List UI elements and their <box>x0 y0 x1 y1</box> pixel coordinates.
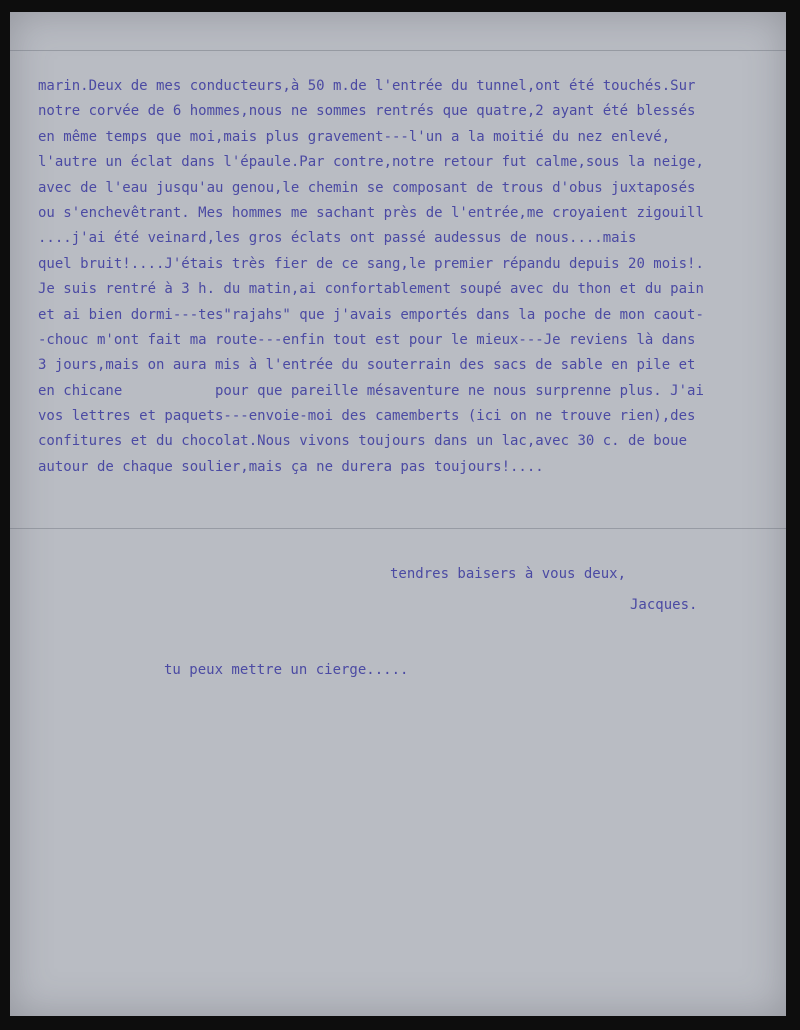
letter-line: autour de chaque soulier,mais ça ne durera pas toujours!.... <box>38 458 544 475</box>
letter-body <box>38 74 786 480</box>
paper-fold <box>10 50 786 51</box>
letter-line: l'autre un éclat dans l'épaule.Par contre,notre retour fut calme,sous la neige, <box>38 154 704 171</box>
letter-line: en chicane pour que pareille mésaventure ne nous surprenne plus. J'ai <box>38 382 704 399</box>
letter-line: en même temps que moi,mais plus gravement---l'un a la moitié du nez enlevé, <box>38 128 671 145</box>
letter-line: Je suis rentré à 3 h. du matin,ai confortablement soupé avec du thon et du pain <box>38 281 704 298</box>
letter-line: avec de l'eau jusqu'au genou,le chemin se composant de trous d'obus juxtaposés <box>38 179 696 196</box>
letter-page <box>10 12 786 1016</box>
letter-line: quel bruit!....J'étais très fier de ce sang,le premier répandu depuis 20 mois!. <box>38 255 704 272</box>
letter-line: 3 jours,mais on aura mis à l'entrée du souterrain des sacs de sable en pile et <box>38 357 696 374</box>
letter-line: marin.Deux de mes conducteurs,à 50 m.de l'entrée du tunnel,ont été touchés.Sur <box>38 78 696 94</box>
paper-fold <box>10 528 786 529</box>
letter-line: -chouc m'ont fait ma route---enfin tout est pour le mieux---Je reviens là dans <box>38 331 696 348</box>
signature: Jacques. <box>630 597 698 613</box>
letter-line: confitures et du chocolat.Nous vivons toujours dans un lac,avec 30 c. de boue <box>38 433 688 450</box>
letter-line: ou s'enchevêtrant. Mes hommes me sachant près de l'entrée,me croyaient zigouill <box>38 204 704 221</box>
letter-line: et ai bien dormi---tes"rajahs" que j'avais emportés dans la poche de mon caout- <box>38 306 704 323</box>
closing-line: tendres baisers à vous deux, <box>390 566 627 582</box>
letter-line: ....j'ai été veinard,les gros éclats ont passé audessus de nous....mais <box>38 230 637 247</box>
letter-line: notre corvée de 6 hommes,nous ne sommes rentrés que quatre,2 ayant été blessés <box>38 103 696 120</box>
postscript: tu peux mettre un cierge..... <box>164 662 409 678</box>
letter-line: vos lettres et paquets---envoie-moi des camemberts (ici on ne trouve rien),des <box>38 408 696 425</box>
